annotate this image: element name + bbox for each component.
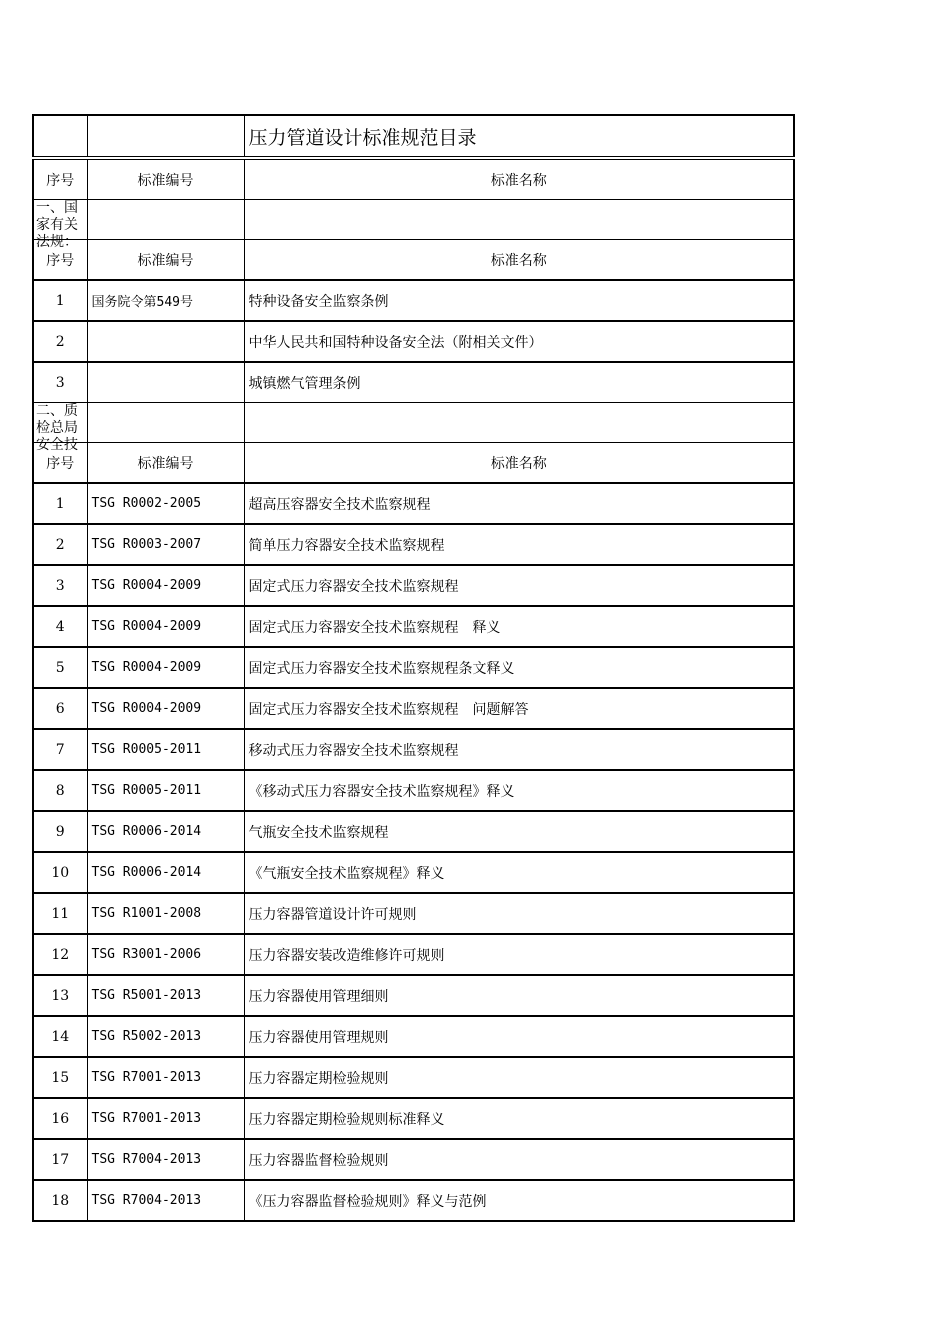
row-code-cell[interactable]: TSG R0006-2014 <box>87 811 244 852</box>
row-seq-cell[interactable]: 1 <box>33 280 87 321</box>
row-code-cell[interactable]: TSG R7001-2013 <box>87 1057 244 1098</box>
row-code-cell[interactable]: TSG R0003-2007 <box>87 524 244 565</box>
header-name[interactable]: 标准名称 <box>244 240 794 281</box>
section-2-header-row <box>33 443 794 484</box>
row-name-cell[interactable]: 固定式压力容器安全技术监察规程 <box>244 565 794 606</box>
header-name[interactable]: 标准名称 <box>244 443 794 484</box>
row-code-cell[interactable]: TSG R7001-2013 <box>87 1098 244 1139</box>
row-code-cell[interactable]: TSG R0006-2014 <box>87 852 244 893</box>
section-1-label[interactable]: 一、国家有关法规： <box>33 200 87 240</box>
row-code-cell[interactable] <box>87 321 244 362</box>
table-row <box>33 688 794 729</box>
row-code-cell[interactable]: TSG R5002-2013 <box>87 1016 244 1057</box>
row-seq-cell[interactable]: 4 <box>33 606 87 647</box>
row-seq-cell[interactable]: 18 <box>33 1180 87 1221</box>
row-code-cell[interactable]: TSG R0004-2009 <box>87 606 244 647</box>
row-name-cell[interactable]: 《气瓶安全技术监察规程》释义 <box>244 852 794 893</box>
row-seq-cell[interactable]: 5 <box>33 647 87 688</box>
row-code-cell[interactable]: TSG R3001-2006 <box>87 934 244 975</box>
header-code[interactable]: 标准编号 <box>87 443 244 484</box>
row-seq-cell[interactable]: 6 <box>33 688 87 729</box>
spreadsheet-sheet <box>32 114 793 1222</box>
row-seq-cell[interactable]: 15 <box>33 1057 87 1098</box>
header-code[interactable]: 标准编号 <box>87 158 244 200</box>
table-row <box>33 811 794 852</box>
row-name-cell[interactable]: 压力容器定期检验规则 <box>244 1057 794 1098</box>
row-code-cell[interactable]: TSG R0004-2009 <box>87 688 244 729</box>
row-name-cell[interactable]: 移动式压力容器安全技术监察规程 <box>244 729 794 770</box>
row-seq-cell[interactable]: 14 <box>33 1016 87 1057</box>
table-row <box>33 483 794 524</box>
table-row <box>33 280 794 321</box>
table-row <box>33 321 794 362</box>
section-1-blank-code[interactable] <box>87 200 244 240</box>
row-name-cell[interactable]: 气瓶安全技术监察规程 <box>244 811 794 852</box>
row-name-cell[interactable]: 固定式压力容器安全技术监察规程 释义 <box>244 606 794 647</box>
row-name-cell[interactable]: 压力容器管道设计许可规则 <box>244 893 794 934</box>
row-code-cell[interactable]: 国务院令第549号 <box>87 280 244 321</box>
table-row <box>33 1180 794 1221</box>
row-name-cell[interactable]: 简单压力容器安全技术监察规程 <box>244 524 794 565</box>
title-blank-cell-2[interactable] <box>87 115 244 158</box>
row-name-cell[interactable]: 压力容器安装改造维修许可规则 <box>244 934 794 975</box>
header-seq[interactable]: 序号 <box>33 240 87 281</box>
row-seq-cell[interactable]: 12 <box>33 934 87 975</box>
row-seq-cell[interactable]: 2 <box>33 321 87 362</box>
table-row <box>33 1139 794 1180</box>
standards-table <box>32 114 795 1222</box>
row-seq-cell[interactable]: 10 <box>33 852 87 893</box>
row-code-cell[interactable]: TSG R1001-2008 <box>87 893 244 934</box>
row-name-cell[interactable]: 特种设备安全监察条例 <box>244 280 794 321</box>
table-row <box>33 1016 794 1057</box>
row-code-cell[interactable]: TSG R0005-2011 <box>87 770 244 811</box>
row-code-cell[interactable]: TSG R0005-2011 <box>87 729 244 770</box>
row-name-cell[interactable]: 固定式压力容器安全技术监察规程 问题解答 <box>244 688 794 729</box>
table-row <box>33 1057 794 1098</box>
section-2-row <box>33 403 794 443</box>
row-seq-cell[interactable]: 13 <box>33 975 87 1016</box>
section-1-row <box>33 200 794 240</box>
header-code[interactable]: 标准编号 <box>87 240 244 281</box>
row-code-cell[interactable]: TSG R0002-2005 <box>87 483 244 524</box>
row-seq-cell[interactable]: 7 <box>33 729 87 770</box>
table-row <box>33 770 794 811</box>
table-row <box>33 1098 794 1139</box>
table-row <box>33 606 794 647</box>
header-seq[interactable]: 序号 <box>33 443 87 484</box>
row-name-cell[interactable]: 中华人民共和国特种设备安全法（附相关文件） <box>244 321 794 362</box>
page-title[interactable]: 压力管道设计标准规范目录 <box>244 115 794 158</box>
row-name-cell[interactable]: 城镇燃气管理条例 <box>244 362 794 403</box>
row-code-cell[interactable] <box>87 362 244 403</box>
row-seq-cell[interactable]: 16 <box>33 1098 87 1139</box>
title-row <box>33 115 794 158</box>
row-seq-cell[interactable]: 3 <box>33 565 87 606</box>
row-seq-cell[interactable]: 11 <box>33 893 87 934</box>
row-name-cell[interactable]: 压力容器监督检验规则 <box>244 1139 794 1180</box>
row-seq-cell[interactable]: 3 <box>33 362 87 403</box>
table-row <box>33 975 794 1016</box>
row-seq-cell[interactable]: 17 <box>33 1139 87 1180</box>
row-name-cell[interactable]: 《移动式压力容器安全技术监察规程》释义 <box>244 770 794 811</box>
row-code-cell[interactable]: TSG R0004-2009 <box>87 565 244 606</box>
table-row <box>33 647 794 688</box>
row-code-cell[interactable]: TSG R7004-2013 <box>87 1180 244 1221</box>
header-row <box>33 158 794 200</box>
row-seq-cell[interactable]: 2 <box>33 524 87 565</box>
section-2-blank-code[interactable] <box>87 403 244 443</box>
row-name-cell[interactable]: 超高压容器安全技术监察规程 <box>244 483 794 524</box>
row-name-cell[interactable]: 压力容器定期检验规则标准释义 <box>244 1098 794 1139</box>
table-row <box>33 934 794 975</box>
table-row <box>33 565 794 606</box>
row-name-cell[interactable]: 压力容器使用管理细则 <box>244 975 794 1016</box>
table-row <box>33 729 794 770</box>
row-code-cell[interactable]: TSG R7004-2013 <box>87 1139 244 1180</box>
section-1-header-row <box>33 240 794 281</box>
row-name-cell[interactable]: 《压力容器监督检验规则》释义与范例 <box>244 1180 794 1221</box>
section-2-label[interactable]: 二、质检总局安全技 <box>33 403 87 443</box>
table-row <box>33 524 794 565</box>
table-row <box>33 362 794 403</box>
row-name-cell[interactable]: 固定式压力容器安全技术监察规程条文释义 <box>244 647 794 688</box>
section-1-blank-name[interactable] <box>244 200 794 240</box>
row-seq-cell[interactable]: 8 <box>33 770 87 811</box>
row-seq-cell[interactable]: 9 <box>33 811 87 852</box>
row-name-cell[interactable]: 压力容器使用管理规则 <box>244 1016 794 1057</box>
section-2-blank-name[interactable] <box>244 403 794 443</box>
header-name[interactable]: 标准名称 <box>244 158 794 200</box>
table-row <box>33 852 794 893</box>
row-code-cell[interactable]: TSG R0004-2009 <box>87 647 244 688</box>
title-blank-cell-1[interactable] <box>33 115 87 158</box>
row-seq-cell[interactable]: 1 <box>33 483 87 524</box>
table-row <box>33 893 794 934</box>
row-code-cell[interactable]: TSG R5001-2013 <box>87 975 244 1016</box>
header-seq[interactable]: 序号 <box>33 158 87 200</box>
